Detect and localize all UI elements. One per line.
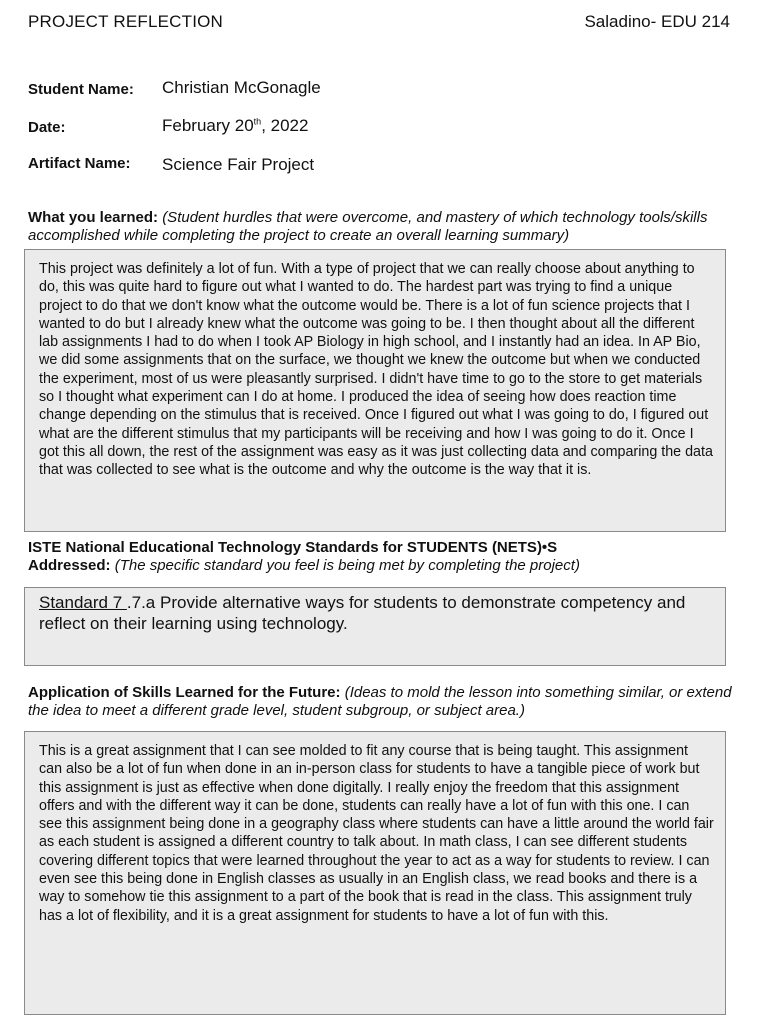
learned-text-box[interactable] [24, 249, 726, 532]
future-heading-subtitle: (Ideas to mold the lesson into something similar, or extend the idea to meet a different grade level, student subgroup, or subject area.) [28, 684, 732, 719]
date-suffix: th [253, 116, 262, 127]
future-text-box[interactable] [24, 731, 726, 1015]
future-heading-title: Application of Skills Learned for the Future: [28, 684, 341, 701]
learned-heading [28, 209, 748, 245]
date-value [162, 116, 308, 136]
document-title: PROJECT REFLECTION [28, 12, 224, 31]
standard-text-box[interactable] [24, 587, 726, 666]
artifact-name-value: Science Fair Project [162, 155, 315, 174]
standard-text [25, 588, 725, 634]
learned-heading-title: What you learned: [28, 209, 159, 226]
future-body-text: This is a great assignment that I can see molded to fit any course that is being taught. This assignment can also be a lot of fun when done in an in-person class for students to have a tangible piece of work but this assignment is just as effective when done digitally. I really enjoy the freedom that this assignment offers and with the different way it can be done, students can really have a lot of fun with this one. I can see this assignment being done in a geography class where students can have a little around the world fair as each student is assigned a different country to talk about. In math class, I can see different students covering different topics that were learned throughout the year to act as a way for students to review. I can even see this being done in English classes as usually in an English class, we read books and there is a way to somehow tie this assignment to a part of the book that is read in the class. This assignment truly has a lot of flexibility, and it is a great assignment for students to have a lot of fun with this. [39, 743, 714, 924]
standard-description: .7.a Provide alternative ways for students to demonstrate competency and reflect on their learning using technology. [39, 593, 686, 633]
iste-heading [28, 539, 748, 575]
learned-body-text: This project was definitely a lot of fun. With a type of project that we can really choose about anything to do, this was quite hard to figure out what I wanted to do. The hardest part was trying to find a unique project to do that we don't know what the outcome would be. There is a lot of fun science projects that I wanted to do but I already knew what the outcome was going to be. I then thought about all the different lab assignments I had to do when I took AP Biology in high school, and I instantly had an idea. In AP Bio, we did some assignments that on the surface, we thought we knew the outcome but when we conducted the experiment, most of us were pleasantly surprised. I didn't have time to go to the store to get materials so I thought what experiment can I do at home. I produced the idea of seeing how does reaction time change depending on the stimulus that is received. Once I figured out what I was going to do, I figured out what are the different stimulus that my participants will be receiving and how I was going to do it. Once I got this all down, the rest of the assignment was easy as it was just collecting data and comparing the data that was collected to see what is the outcome and why the outcome is the way that it is. [39, 261, 713, 479]
future-heading [28, 684, 740, 720]
student-name-value: Christian McGonagle [162, 78, 321, 97]
date-month-day: February 20 [162, 116, 254, 135]
iste-heading-subtitle: (The specific standard you feel is being met by completing the project) [114, 557, 580, 574]
date-year: , 2022 [261, 116, 309, 135]
artifact-name-label: Artifact Name: [28, 155, 131, 172]
iste-heading-line1: ISTE National Educational Technology Standards for STUDENTS (NETS)•S [28, 539, 558, 556]
student-name-label: Student Name: [28, 81, 134, 98]
standard-link[interactable]: Standard 7 [39, 593, 127, 612]
learned-heading-subtitle: (Student hurdles that were overcome, and mastery of which technology tools/skills accomplished while completing the project to create an overall learning summary) [28, 209, 708, 244]
date-label: Date: [28, 119, 66, 136]
course-label: Saladino- EDU 214 [584, 12, 730, 31]
iste-heading-line2: Addressed: [28, 557, 111, 574]
